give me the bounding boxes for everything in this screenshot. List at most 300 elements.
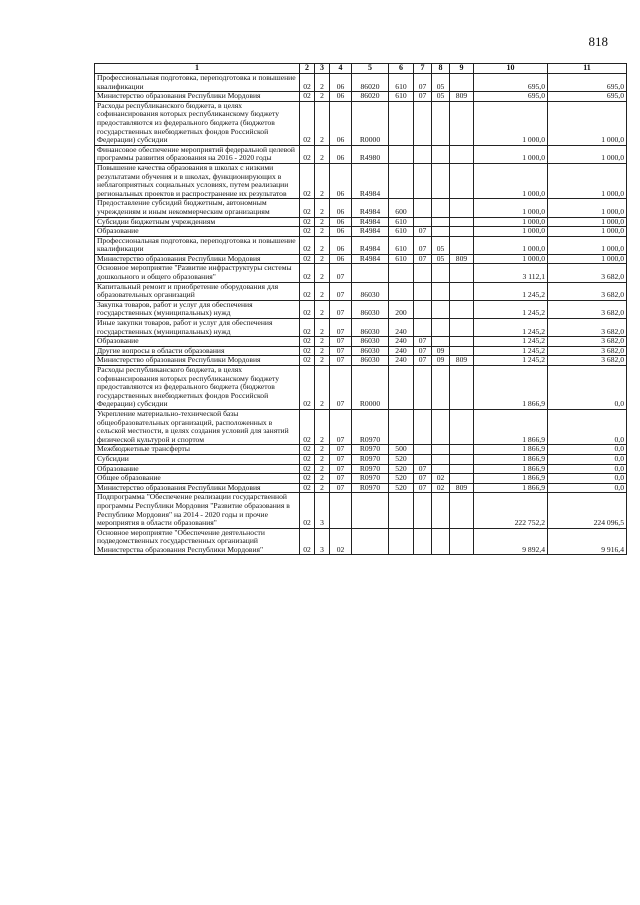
- cell-ministry: [450, 474, 474, 484]
- cell-program: 02: [300, 474, 315, 484]
- cell-subsection: 09: [432, 346, 450, 356]
- cell-program: 02: [300, 483, 315, 493]
- cell-name: Образование: [95, 227, 300, 237]
- cell-subprogram: 2: [315, 346, 330, 356]
- cell-event: [330, 493, 352, 528]
- cell-expense-type: [389, 282, 414, 300]
- cell-expense-type: 610: [389, 74, 414, 92]
- cell-event: 07: [330, 319, 352, 337]
- cell-amount-2020: 0,0: [548, 454, 627, 464]
- cell-name: Образование: [95, 464, 300, 474]
- cell-program: 02: [300, 464, 315, 474]
- cell-name: Иные закупки товаров, работ и услуг для обеспечения государственных (муниципальных) нужд: [95, 319, 300, 337]
- cell-subsection: [432, 264, 450, 282]
- cell-expense-type: 520: [389, 483, 414, 493]
- cell-program: 02: [300, 356, 315, 366]
- cell-subsection: [432, 366, 450, 410]
- cell-ministry: [450, 445, 474, 455]
- cell-amount-2020: 0,0: [548, 445, 627, 455]
- cell-amount-2019: 1 000,0: [474, 163, 548, 198]
- cell-section: 07: [414, 483, 432, 493]
- cell-amount-2019: 695,0: [474, 74, 548, 92]
- cell-program: 02: [300, 264, 315, 282]
- cell-direction: 86020: [352, 92, 389, 102]
- cell-subsection: 02: [432, 474, 450, 484]
- cell-event: 07: [330, 300, 352, 318]
- table-row: [95, 145, 627, 163]
- table-row: [95, 217, 627, 227]
- cell-event: 06: [330, 92, 352, 102]
- table-row: [95, 445, 627, 455]
- cell-direction: 86030: [352, 319, 389, 337]
- cell-expense-type: 200: [389, 300, 414, 318]
- cell-expense-type: 610: [389, 92, 414, 102]
- cell-name: Предоставление субсидий бюджетным, автономным учреждениям и иным некоммерческим организациям: [95, 199, 300, 217]
- cell-subprogram: 2: [315, 300, 330, 318]
- cell-amount-2019: 1 245,2: [474, 346, 548, 356]
- cell-name: Министерство образования Республики Мордовия: [95, 254, 300, 264]
- cell-expense-type: [389, 409, 414, 444]
- cell-event: 06: [330, 217, 352, 227]
- cell-program: 02: [300, 319, 315, 337]
- cell-event: 07: [330, 454, 352, 464]
- table-row: [95, 346, 627, 356]
- cell-expense-type: [389, 145, 414, 163]
- cell-expense-type: 520: [389, 454, 414, 464]
- cell-amount-2019: 9 892,4: [474, 528, 548, 555]
- cell-section: [414, 528, 432, 555]
- cell-program: 02: [300, 236, 315, 254]
- cell-section: [414, 163, 432, 198]
- cell-direction: R0970: [352, 464, 389, 474]
- cell-ministry: [450, 493, 474, 528]
- cell-section: 07: [414, 227, 432, 237]
- cell-program: 02: [300, 227, 315, 237]
- cell-direction: R4984: [352, 199, 389, 217]
- cell-event: 06: [330, 199, 352, 217]
- cell-subprogram: 2: [315, 464, 330, 474]
- cell-ministry: [450, 145, 474, 163]
- cell-subsection: 09: [432, 356, 450, 366]
- table-row: [95, 528, 627, 555]
- cell-amount-2020: 695,0: [548, 92, 627, 102]
- cell-subsection: [432, 445, 450, 455]
- cell-amount-2020: 0,0: [548, 474, 627, 484]
- cell-name: Министерство образования Республики Мордовия: [95, 483, 300, 493]
- cell-program: 02: [300, 282, 315, 300]
- cell-amount-2019: 1 866,9: [474, 409, 548, 444]
- cell-amount-2020: 1 000,0: [548, 145, 627, 163]
- cell-event: 02: [330, 528, 352, 555]
- cell-name: Основное мероприятие "Обеспечение деятельности подведомственных государственных организаций Министерства образования Республики Мордовия": [95, 528, 300, 555]
- cell-expense-type: [389, 264, 414, 282]
- cell-subprogram: 2: [315, 101, 330, 145]
- cell-amount-2019: 1 245,2: [474, 282, 548, 300]
- cell-program: 02: [300, 366, 315, 410]
- cell-subsection: 05: [432, 254, 450, 264]
- cell-subsection: [432, 300, 450, 318]
- cell-subprogram: 2: [315, 319, 330, 337]
- cell-amount-2020: 1 000,0: [548, 163, 627, 198]
- cell-direction: [352, 264, 389, 282]
- cell-name: Профессиональная подготовка, переподготовка и повышение квалификации: [95, 236, 300, 254]
- cell-expense-type: 240: [389, 356, 414, 366]
- table-row: [95, 163, 627, 198]
- cell-event: 06: [330, 145, 352, 163]
- cell-ministry: [450, 300, 474, 318]
- table-row: [95, 356, 627, 366]
- cell-event: 06: [330, 227, 352, 237]
- cell-direction: R0000: [352, 366, 389, 410]
- cell-section: 07: [414, 74, 432, 92]
- cell-event: 06: [330, 101, 352, 145]
- cell-subsection: [432, 337, 450, 347]
- cell-expense-type: [389, 528, 414, 555]
- cell-name: Образование: [95, 337, 300, 347]
- cell-section: [414, 300, 432, 318]
- cell-name: Повышение качества образования в школах с низкими результатами обучения и в школах, функционирующих в неблагоприятных социальных условиях, путем реализации региональных проектов и распространение их результатов: [95, 163, 300, 198]
- cell-ministry: [450, 101, 474, 145]
- cell-event: 06: [330, 254, 352, 264]
- cell-name: Укрепление материально-технической базы общеобразовательных организаций, расположенных в сельской местности, в целях создания условий для занятий физической культурой и спортом: [95, 409, 300, 444]
- cell-subsection: 05: [432, 92, 450, 102]
- cell-event: 07: [330, 483, 352, 493]
- cell-subprogram: 2: [315, 92, 330, 102]
- cell-amount-2020: 0,0: [548, 409, 627, 444]
- table-row: [95, 319, 627, 337]
- cell-subprogram: 2: [315, 74, 330, 92]
- cell-direction: 86020: [352, 74, 389, 92]
- cell-program: 02: [300, 74, 315, 92]
- cell-name: Расходы республиканского бюджета, в целях софинансирования которых республиканскому бюджету предоставляются из федерального бюджета (бюджетов государственных внебюджетных фондов Российской Федерации) субсидии: [95, 101, 300, 145]
- cell-program: 02: [300, 92, 315, 102]
- cell-event: 07: [330, 409, 352, 444]
- cell-ministry: 809: [450, 483, 474, 493]
- cell-ministry: [450, 282, 474, 300]
- cell-amount-2020: 3 682,0: [548, 337, 627, 347]
- cell-amount-2019: 1 245,2: [474, 356, 548, 366]
- cell-amount-2019: 1 866,9: [474, 366, 548, 410]
- cell-subsection: [432, 493, 450, 528]
- cell-amount-2020: 695,0: [548, 74, 627, 92]
- cell-program: 02: [300, 101, 315, 145]
- budget-table: [94, 63, 627, 555]
- cell-subsection: 02: [432, 483, 450, 493]
- cell-direction: R0970: [352, 474, 389, 484]
- cell-name: Основное мероприятие "Развитие инфраструктуры системы дошкольного и общего образования": [95, 264, 300, 282]
- cell-ministry: [450, 346, 474, 356]
- cell-direction: R0970: [352, 409, 389, 444]
- cell-amount-2019: 1 000,0: [474, 227, 548, 237]
- cell-direction: R0000: [352, 101, 389, 145]
- cell-event: 07: [330, 474, 352, 484]
- cell-ministry: [450, 337, 474, 347]
- cell-expense-type: 520: [389, 464, 414, 474]
- cell-section: 07: [414, 254, 432, 264]
- cell-amount-2020: 9 916,4: [548, 528, 627, 555]
- cell-ministry: 809: [450, 356, 474, 366]
- cell-expense-type: 610: [389, 227, 414, 237]
- table-row: [95, 236, 627, 254]
- cell-event: 07: [330, 282, 352, 300]
- cell-section: 07: [414, 464, 432, 474]
- cell-section: [414, 199, 432, 217]
- cell-ministry: [450, 366, 474, 410]
- cell-section: [414, 366, 432, 410]
- cell-subprogram: 2: [315, 217, 330, 227]
- cell-subprogram: 2: [315, 356, 330, 366]
- cell-expense-type: 520: [389, 474, 414, 484]
- table-row: [95, 227, 627, 237]
- cell-subsection: [432, 464, 450, 474]
- cell-section: 07: [414, 356, 432, 366]
- cell-subprogram: 2: [315, 264, 330, 282]
- cell-amount-2019: 1 866,9: [474, 464, 548, 474]
- cell-program: 02: [300, 337, 315, 347]
- cell-subsection: [432, 199, 450, 217]
- table-row: [95, 493, 627, 528]
- cell-name: Субсидии бюджетным учреждениям: [95, 217, 300, 227]
- cell-subsection: 05: [432, 74, 450, 92]
- cell-amount-2019: 3 112,1: [474, 264, 548, 282]
- cell-amount-2019: 1 245,2: [474, 319, 548, 337]
- cell-event: 06: [330, 163, 352, 198]
- cell-amount-2019: 1 866,9: [474, 474, 548, 484]
- cell-program: 02: [300, 454, 315, 464]
- cell-amount-2020: 1 000,0: [548, 217, 627, 227]
- table-row: [95, 199, 627, 217]
- cell-expense-type: 500: [389, 445, 414, 455]
- cell-section: [414, 145, 432, 163]
- cell-program: 02: [300, 254, 315, 264]
- cell-subsection: 05: [432, 236, 450, 254]
- table-row: [95, 74, 627, 92]
- cell-ministry: 809: [450, 92, 474, 102]
- cell-subsection: [432, 454, 450, 464]
- cell-ministry: [450, 74, 474, 92]
- cell-expense-type: [389, 101, 414, 145]
- cell-direction: 86030: [352, 356, 389, 366]
- cell-subprogram: 2: [315, 409, 330, 444]
- cell-amount-2019: 1 866,9: [474, 483, 548, 493]
- header-col-9: 9: [450, 64, 474, 74]
- cell-ministry: [450, 454, 474, 464]
- cell-direction: R4984: [352, 236, 389, 254]
- table-row: [95, 464, 627, 474]
- cell-event: 06: [330, 236, 352, 254]
- cell-expense-type: 240: [389, 346, 414, 356]
- cell-subprogram: 2: [315, 282, 330, 300]
- table-row: [95, 474, 627, 484]
- cell-expense-type: 240: [389, 319, 414, 337]
- cell-program: 02: [300, 528, 315, 555]
- cell-ministry: [450, 163, 474, 198]
- cell-section: 07: [414, 474, 432, 484]
- cell-subsection: [432, 528, 450, 555]
- cell-direction: R0970: [352, 454, 389, 464]
- cell-name: Другие вопросы в области образования: [95, 346, 300, 356]
- cell-ministry: [450, 199, 474, 217]
- cell-direction: R4980: [352, 145, 389, 163]
- cell-direction: R0970: [352, 483, 389, 493]
- cell-subprogram: 2: [315, 483, 330, 493]
- cell-subsection: [432, 217, 450, 227]
- cell-program: 02: [300, 346, 315, 356]
- cell-subsection: [432, 282, 450, 300]
- cell-direction: [352, 528, 389, 555]
- cell-section: 07: [414, 337, 432, 347]
- cell-subprogram: 2: [315, 145, 330, 163]
- cell-event: 07: [330, 264, 352, 282]
- cell-expense-type: 600: [389, 199, 414, 217]
- cell-subsection: [432, 101, 450, 145]
- cell-amount-2019: 222 752,2: [474, 493, 548, 528]
- cell-event: 06: [330, 74, 352, 92]
- cell-event: 07: [330, 356, 352, 366]
- cell-section: [414, 493, 432, 528]
- cell-expense-type: [389, 366, 414, 410]
- table-row: [95, 264, 627, 282]
- cell-direction: 86030: [352, 346, 389, 356]
- cell-event: 07: [330, 337, 352, 347]
- table-header-row: [95, 64, 627, 74]
- table-row: [95, 366, 627, 410]
- cell-subprogram: 2: [315, 474, 330, 484]
- cell-expense-type: 610: [389, 217, 414, 227]
- cell-direction: 86030: [352, 337, 389, 347]
- header-col-6: 6: [389, 64, 414, 74]
- cell-program: 02: [300, 493, 315, 528]
- cell-subprogram: 3: [315, 528, 330, 555]
- cell-name: Капитальный ремонт и приобретение оборудования для образовательных организаций: [95, 282, 300, 300]
- cell-expense-type: [389, 163, 414, 198]
- cell-subsection: [432, 145, 450, 163]
- cell-subprogram: 3: [315, 493, 330, 528]
- cell-name: Расходы республиканского бюджета, в целях софинансирования которых республиканскому бюджету предоставляются из федерального бюджета (бюджетов государственных внебюджетных фондов Российской Федерации) субсидии: [95, 366, 300, 410]
- cell-direction: R4984: [352, 254, 389, 264]
- cell-section: 07: [414, 236, 432, 254]
- cell-subprogram: 2: [315, 227, 330, 237]
- cell-name: Министерство образования Республики Мордовия: [95, 356, 300, 366]
- cell-section: [414, 445, 432, 455]
- cell-program: 02: [300, 445, 315, 455]
- cell-name: Общее образование: [95, 474, 300, 484]
- cell-name: Профессиональная подготовка, переподготовка и повышение квалификации: [95, 74, 300, 92]
- cell-expense-type: [389, 493, 414, 528]
- header-col-3: 3: [315, 64, 330, 74]
- cell-amount-2019: 1 000,0: [474, 217, 548, 227]
- header-col-5: 5: [352, 64, 389, 74]
- cell-event: 07: [330, 445, 352, 455]
- cell-ministry: [450, 319, 474, 337]
- cell-amount-2019: 1 866,9: [474, 445, 548, 455]
- cell-subprogram: 2: [315, 337, 330, 347]
- cell-amount-2019: 1 000,0: [474, 254, 548, 264]
- cell-amount-2020: 1 000,0: [548, 227, 627, 237]
- cell-program: 02: [300, 217, 315, 227]
- cell-amount-2020: 3 682,0: [548, 300, 627, 318]
- cell-amount-2019: 1 000,0: [474, 199, 548, 217]
- cell-section: [414, 409, 432, 444]
- cell-program: 02: [300, 199, 315, 217]
- cell-subprogram: 2: [315, 445, 330, 455]
- header-col-8: 8: [432, 64, 450, 74]
- cell-event: 07: [330, 346, 352, 356]
- cell-subprogram: 2: [315, 236, 330, 254]
- cell-amount-2020: 3 682,0: [548, 264, 627, 282]
- cell-program: 02: [300, 145, 315, 163]
- cell-section: [414, 319, 432, 337]
- cell-subprogram: 2: [315, 366, 330, 410]
- header-col-4: 4: [330, 64, 352, 74]
- cell-section: [414, 282, 432, 300]
- cell-direction: 86030: [352, 282, 389, 300]
- cell-program: 02: [300, 300, 315, 318]
- cell-section: 07: [414, 92, 432, 102]
- cell-ministry: [450, 464, 474, 474]
- cell-section: [414, 217, 432, 227]
- cell-ministry: [450, 409, 474, 444]
- cell-ministry: [450, 236, 474, 254]
- cell-amount-2020: 224 096,5: [548, 493, 627, 528]
- cell-section: 07: [414, 346, 432, 356]
- table-body: [95, 74, 627, 555]
- page-number: 818: [588, 34, 608, 49]
- cell-subsection: [432, 409, 450, 444]
- cell-amount-2020: 1 000,0: [548, 199, 627, 217]
- cell-direction: R4984: [352, 217, 389, 227]
- cell-subprogram: 2: [315, 163, 330, 198]
- table-row: [95, 101, 627, 145]
- cell-subsection: [432, 319, 450, 337]
- cell-amount-2020: 1 000,0: [548, 101, 627, 145]
- cell-name: Подпрограмма "Обеспечение реализации государственной программы Республики Мордовия "Развитие образования в Республике Мордовия" на 2014 - 2020 годы и прочие мероприятия в области образования": [95, 493, 300, 528]
- cell-amount-2019: 1 245,2: [474, 300, 548, 318]
- cell-amount-2020: 3 682,0: [548, 356, 627, 366]
- cell-amount-2019: 1 245,2: [474, 337, 548, 347]
- cell-subprogram: 2: [315, 454, 330, 464]
- cell-amount-2020: 1 000,0: [548, 236, 627, 254]
- cell-amount-2020: 0,0: [548, 483, 627, 493]
- cell-subsection: [432, 227, 450, 237]
- cell-name: Министерство образования Республики Мордовия: [95, 92, 300, 102]
- cell-amount-2019: 1 000,0: [474, 145, 548, 163]
- cell-expense-type: 240: [389, 337, 414, 347]
- cell-direction: 86030: [352, 300, 389, 318]
- cell-amount-2019: 1 866,9: [474, 454, 548, 464]
- cell-name: Закупка товаров, работ и услуг для обеспечения государственных (муниципальных) нужд: [95, 300, 300, 318]
- header-col-1: 1: [95, 64, 300, 74]
- header-col-11: 11: [548, 64, 627, 74]
- table-row: [95, 92, 627, 102]
- table-row: [95, 337, 627, 347]
- table-row: [95, 254, 627, 264]
- table-row: [95, 282, 627, 300]
- cell-ministry: [450, 264, 474, 282]
- cell-amount-2019: 1 000,0: [474, 101, 548, 145]
- cell-ministry: [450, 227, 474, 237]
- table-row: [95, 409, 627, 444]
- cell-amount-2019: 695,0: [474, 92, 548, 102]
- cell-name: Межбюджетные трансферты: [95, 445, 300, 455]
- cell-amount-2020: 3 682,0: [548, 282, 627, 300]
- cell-direction: R4984: [352, 163, 389, 198]
- cell-amount-2020: 3 682,0: [548, 346, 627, 356]
- cell-name: Субсидии: [95, 454, 300, 464]
- cell-event: 07: [330, 366, 352, 410]
- cell-program: 02: [300, 163, 315, 198]
- table-row: [95, 454, 627, 464]
